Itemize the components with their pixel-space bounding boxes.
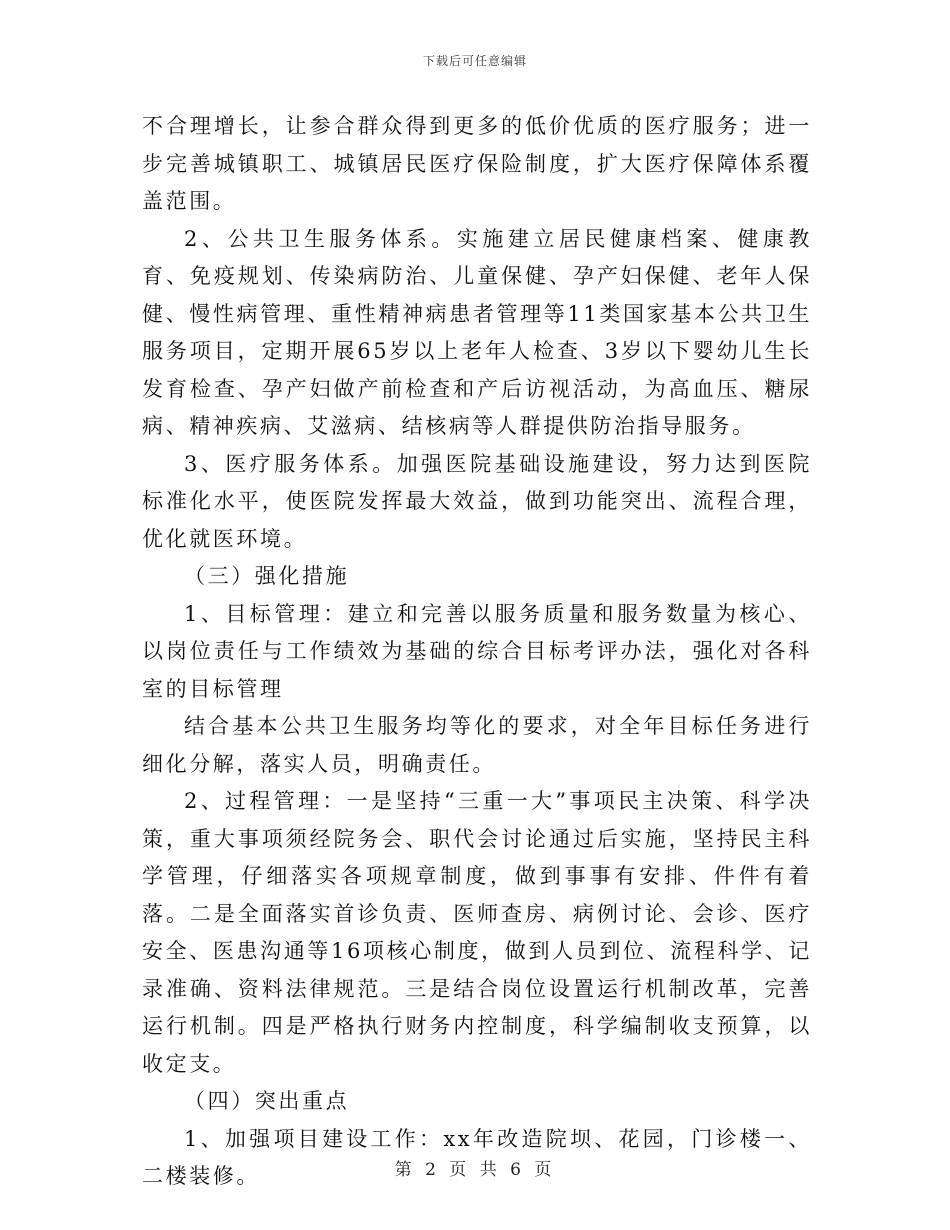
paragraph-equalization: 结合基本公共卫生服务均等化的要求，对全年目标任务进行细化分解，落实人员，明确责任。 (142, 714, 812, 776)
paragraph-continuation: 不合理增长，让参合群众得到更多的低价优质的医疗服务；进一步完善城镇职工、城镇居民医疗保险制度，扩大医疗保障体系覆盖范围。 (142, 114, 812, 213)
page-header-note: 下载后可任意编辑 (422, 54, 527, 68)
section-heading-measures: （三）强化措施 (184, 564, 350, 588)
paragraph-process-management: 2、过程管理：一是坚持“三重一大”事项民主决策、科学决策，重大事项须经院务会、职代会讨论通过后实施，坚持民主科学管理，仔细落实各项规章制度，做到事事有安排、件件有着落。二是全面落实首诊负责、医师查房、病例讨论、会诊、医疗安全、医患沟通等16项核心制度，做到人员到位、流程科学、记录准确、资料法律规范。三是结合岗位设置运行机制改革，完善运行机制。四是严格执行财务内控制度，科学编制收支预算，以收定支。 (142, 789, 812, 1076)
paragraph-target-management: 1、目标管理：建立和完善以服务质量和服务数量为核心、以岗位责任与工作绩效为基础的综合目标考评办法，强化对各科室的目标管理 (142, 601, 812, 701)
section-heading-priorities: （四）突出重点 (184, 1089, 350, 1113)
document-body (142, 108, 812, 1196)
paragraph-project-construction: 1、加强项目建设工作：xx年改造院坝、花园，门诊楼一、二楼装修。 (142, 1126, 812, 1188)
paragraph-public-health: 2、公共卫生服务体系。实施建立居民健康档案、健康教育、免疫规划、传染病防治、儿童保健、孕产妇保健、老年人保健、慢性病管理、重性精神病患者管理等11类国家基本公共卫生服务项目，定期开展65岁以上老年人检查、3岁以下婴幼儿生长发育检查、孕产妇做产前检查和产后访视活动，为高血压、糖尿病、精神疾病、艾滋病、结核病等人群提供防治指导服务。 (142, 226, 812, 438)
paragraph-medical-service: 3、医疗服务体系。加强医院基础设施建设，努力达到医院标准化水平，使医院发挥最大效益，做到功能突出、流程合理，优化就医环境。 (142, 451, 812, 551)
page-number-footer: 第 2 页 共 6 页 (394, 1160, 556, 1180)
